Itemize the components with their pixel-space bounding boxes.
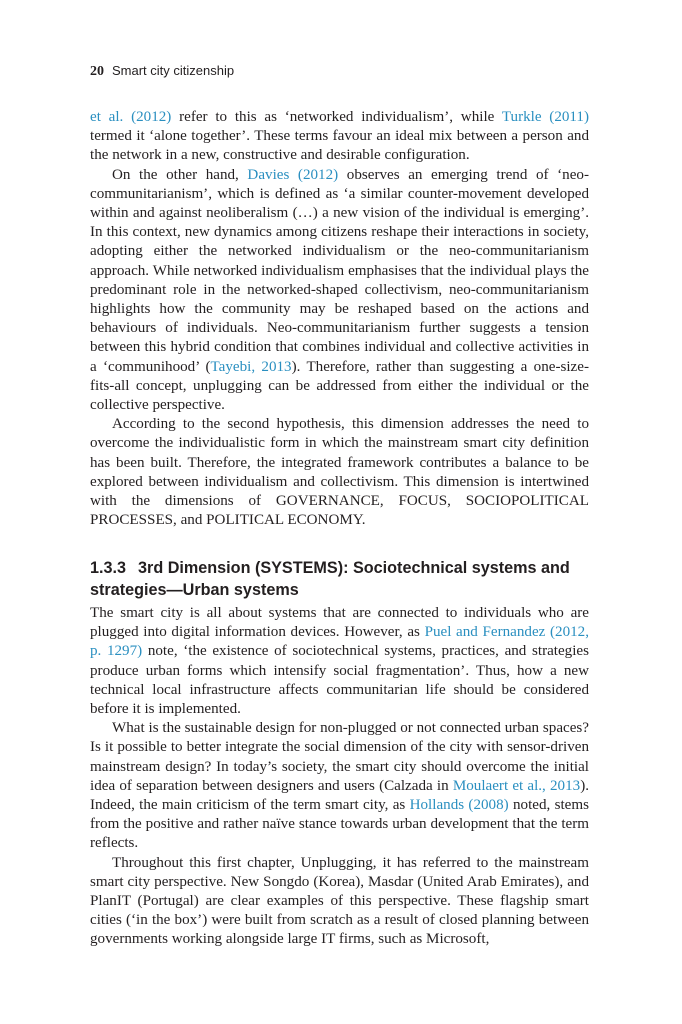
section-heading (90, 557, 589, 601)
paragraph: The smart city is all about systems that are connected to individuals who are plugged into digital information devices. However, as Puel and Fernandez (2012, p. 1297) note, ‘the existence of sociotechnical systems, practices, and strategies produce urban forms which intensify social fragmentation’. Thus, how a new technical local infrastructure affects communitarian life should be considered before it is implemented. (90, 605, 589, 718)
citation-link[interactable]: et al. (2012) (90, 109, 172, 125)
citation-link[interactable]: Turkle (2011) (501, 109, 589, 125)
paragraph: According to the second hypothesis, this dimension addresses the need to overcome the individualistic form in which the mainstream smart city definition has been built. Therefore, the integrated framework contributes a balance to be explored between individualism and collectivism. This dimension is intertwined with the dimensions of GOVERNANCE, FOCUS, SOCIOPOLITICAL PROCESSES, and POLITICAL ECONOMY. (90, 416, 589, 529)
section-number: 1.3.3 (90, 559, 127, 577)
page-number: 20 (90, 64, 104, 79)
paragraph: What is the sustainable design for non-plugged or not connected urban spaces? Is it possible to better integrate the social dimension of the city with sensor-driven mainstream design? In today’s society, the smart city should overcome the initial idea of separation between designers and users (Calzada in Moulaert et al., 2013). Indeed, the main criticism of the term smart city, as Hollands (2008) noted, stems from the positive and rather naïve stance towards urban development that the term reflects. (90, 720, 589, 852)
running-title: Smart city citizenship (112, 63, 235, 78)
citation-link[interactable]: Moulaert et al., 2013 (452, 777, 581, 794)
section-title: 3rd Dimension (SYSTEMS): Sociotechnical systems and strategies—Urban systems (90, 559, 570, 599)
citation-link[interactable]: Tayebi, 2013 (210, 358, 292, 375)
body-text-section-1 (90, 108, 589, 530)
citation-link[interactable]: Davies (2012) (247, 166, 339, 183)
citation-link[interactable]: Puel and Fernandez (2012, p. 1297) (90, 624, 589, 660)
paragraph: et al. (2012) refer to this as ‘networked individualism’, while Turkle (2011) termed it ‘alone together’. These terms favour an ideal mix between a person and the network in a new, constructive and desirable configuration. (90, 109, 589, 164)
running-header (90, 63, 234, 80)
paragraph: On the other hand, Davies (2012) observes an emerging trend of ‘neo-communitarianism’, which is defined as ‘a similar counter-movement developed within and against neoliberalism (…) a new vision of the individual is emerging’. In this context, new dynamics among citizens reshape their interactions in society, adopting either the networked individualism or the neo-communitarianism approach. While networked individualism emphasises that the individual plays the predominant role in the networked-shaped collectivism, neo-communitarianism highlights how the community may be reshaped based on the actions and behaviours of individuals. Neo-communitarianism further suggests a tension between this hybrid condition that combines individual and collective activities in a ‘communihood’ (Tayebi, 2013). Therefore, rather than suggesting a one-size-fits-all concept, unplugging can be addressed from either the individual or the collective perspective. (90, 166, 590, 414)
citation-link[interactable]: Hollands (2008) (409, 797, 509, 814)
body-text-section-2 (90, 604, 589, 950)
paragraph: Throughout this first chapter, Unplugging, it has referred to the mainstream smart city perspective. New Songdo (Korea), Masdar (United Arab Emirates), and PlanIT (Portugal) are clear examples of this perspective. These flagship smart cities (‘in the box’) were built from scratch as a result of closed planning between governments working alongside large IT firms, such as Microsoft, (90, 854, 589, 948)
